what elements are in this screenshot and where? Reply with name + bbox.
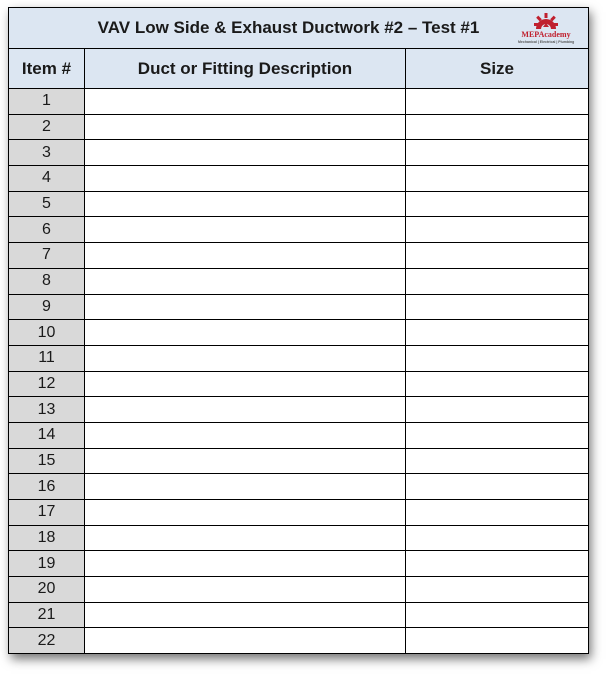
size-cell[interactable] [406,114,589,140]
size-cell[interactable] [406,577,589,603]
item-number-cell: 18 [9,525,85,551]
item-number-cell: 20 [9,577,85,603]
table-row [9,397,589,423]
table-row [9,268,589,294]
table-row [9,166,589,192]
size-cell[interactable] [406,217,589,243]
item-number-cell: 10 [9,320,85,346]
size-cell[interactable] [406,345,589,371]
item-number-cell: 1 [9,89,85,115]
item-number-cell: 21 [9,602,85,628]
description-cell[interactable] [85,140,406,166]
item-number-cell: 4 [9,166,85,192]
item-number-cell: 7 [9,243,85,269]
table-row [9,140,589,166]
description-cell[interactable] [85,114,406,140]
item-number-cell: 3 [9,140,85,166]
table-row [9,320,589,346]
table-row [9,114,589,140]
title-row [9,8,589,49]
table-row [9,474,589,500]
item-number-cell: 15 [9,448,85,474]
logo-wordmark: MEPAcademy [521,30,571,39]
table-row [9,448,589,474]
size-cell[interactable] [406,320,589,346]
ductwork-table [8,7,589,654]
table-row [9,191,589,217]
size-cell[interactable] [406,243,589,269]
size-cell[interactable] [406,551,589,577]
item-number-cell: 2 [9,114,85,140]
description-cell[interactable] [85,628,406,654]
description-cell[interactable] [85,422,406,448]
title-cell [9,8,589,49]
description-cell[interactable] [85,191,406,217]
description-cell[interactable] [85,345,406,371]
description-cell[interactable] [85,551,406,577]
size-cell[interactable] [406,397,589,423]
description-cell[interactable] [85,320,406,346]
description-cell[interactable] [85,294,406,320]
description-cell[interactable] [85,602,406,628]
description-cell[interactable] [85,166,406,192]
size-cell[interactable] [406,500,589,526]
item-number-cell: 12 [9,371,85,397]
size-cell[interactable] [406,474,589,500]
item-number-cell: 17 [9,500,85,526]
table-row [9,89,589,115]
size-cell[interactable] [406,89,589,115]
table-row [9,345,589,371]
table-row [9,525,589,551]
item-number-cell: 6 [9,217,85,243]
form-title: VAV Low Side & Exhaust Ductwork #2 – Test #1 [97,18,480,37]
size-cell[interactable] [406,268,589,294]
table-row [9,551,589,577]
size-cell[interactable] [406,448,589,474]
description-cell[interactable] [85,474,406,500]
size-cell[interactable] [406,422,589,448]
item-number-cell: 13 [9,397,85,423]
description-cell[interactable] [85,371,406,397]
description-cell[interactable] [85,577,406,603]
size-cell[interactable] [406,371,589,397]
size-cell[interactable] [406,602,589,628]
description-cell[interactable] [85,525,406,551]
size-cell[interactable] [406,294,589,320]
table-row [9,371,589,397]
description-cell[interactable] [85,217,406,243]
column-header-row [9,49,589,89]
size-cell[interactable] [406,140,589,166]
column-header-item: Item # [9,49,85,89]
table-row [9,577,589,603]
item-number-cell: 14 [9,422,85,448]
size-cell[interactable] [406,191,589,217]
table-row [9,500,589,526]
size-cell[interactable] [406,166,589,192]
worksheet [8,7,588,654]
column-header-size: Size [406,49,589,89]
table-row [9,294,589,320]
description-cell[interactable] [85,268,406,294]
description-cell[interactable] [85,448,406,474]
description-cell[interactable] [85,89,406,115]
size-cell[interactable] [406,525,589,551]
gear-icon [532,11,560,31]
description-cell[interactable] [85,397,406,423]
column-header-description: Duct or Fitting Description [85,49,406,89]
size-cell[interactable] [406,628,589,654]
logo-tagline: Mechanical | Electrical | Plumbing [518,40,575,44]
description-cell[interactable] [85,500,406,526]
table-row [9,422,589,448]
item-number-cell: 22 [9,628,85,654]
description-cell[interactable] [85,243,406,269]
table-row [9,217,589,243]
table-row [9,243,589,269]
item-number-cell: 5 [9,191,85,217]
mep-academy-logo [518,11,574,47]
item-number-cell: 9 [9,294,85,320]
table-row [9,628,589,654]
item-number-cell: 16 [9,474,85,500]
item-number-cell: 11 [9,345,85,371]
item-number-cell: 19 [9,551,85,577]
item-number-cell: 8 [9,268,85,294]
table-row [9,602,589,628]
